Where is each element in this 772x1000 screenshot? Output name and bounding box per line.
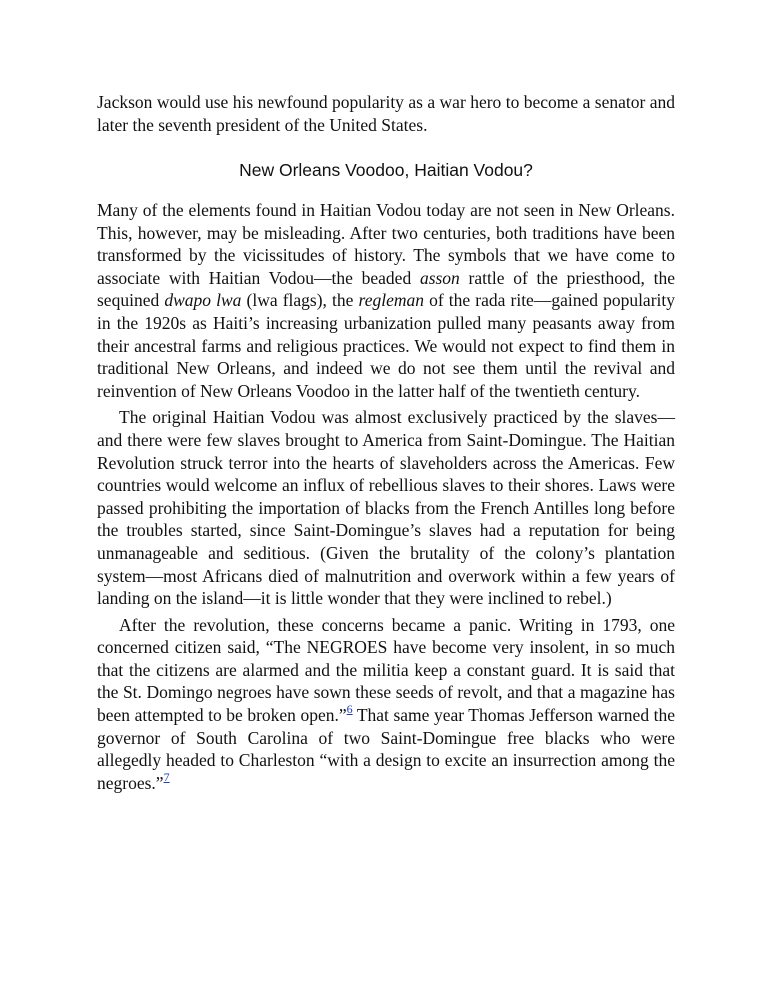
paragraph-1-text-a: Many of the elements found in Haitian Vodou today are not seen in New Orleans. This, however, may be misleading. After two centuries, both traditions have been transformed by the vicissitudes of history. The symbols that we have come to associate with Haitian Vodou—the beaded [97, 200, 675, 288]
paragraph-1 [97, 199, 675, 402]
paragraph-3-text-a: After the revolution, these concerns became a panic. Writing in 1793, one concerned citizen said, “The NEGROES have become very insolent, in so much that the citizens are alarmed and the militia keep a constant guard. It is said that the St. Domingo negroes have sown these seeds of revolt, and that a magazine has been attempted to be broken open.” [97, 614, 675, 726]
paragraph-1-text-d: of the rada rite—gained popularity in the 1920s as Haiti’s increasing urbanization pulled many peasants away from their ancestral farms and religious practices. We would not expect to find them in traditional New Orleans, and indeed we do not see them until the revival and reinvention of New Orleans Voodoo in the latter half of the twentieth century. [97, 290, 676, 401]
paragraph-1-text-b: rattle of the priesthood, the sequined [97, 267, 675, 311]
term-dwapo-lwa: dwapo lwa [164, 290, 242, 311]
paragraph-intro-text: Jackson would use his newfound popularity as a war hero to become a senator and later the seventh president of the United States. [97, 92, 675, 135]
term-regleman: regleman [358, 290, 424, 311]
footnote-link-7[interactable]: 7 [163, 769, 170, 784]
paragraph-1-text-c: (lwa flags), the [241, 290, 359, 311]
paragraph-intro [97, 91, 675, 136]
footnote-ref-7 [164, 770, 170, 784]
term-asson: asson [419, 267, 460, 288]
section-heading: New Orleans Voodoo, Haitian Vodou? [239, 160, 533, 180]
footnote-link-6[interactable]: 6 [346, 702, 353, 717]
paragraph-3 [97, 614, 675, 795]
section-body [97, 199, 675, 794]
paragraph-3-text-b: That same year Thomas Jefferson warned the governor of South Carolina of two Saint-Domingue free blacks who were allegedly headed to Charleston “with a design to excite an insurrection among the negroes.” [97, 705, 675, 793]
paragraph-2: The original Haitian Vodou was almost exclusively practiced by the slaves—and there were few slaves brought to America from Saint-Domingue. The Haitian Revolution struck terror into the hearts of slaveholders across the Americas. Few countries would welcome an influx of rebellious slaves to their shores. Laws were passed prohibiting the importation of blacks from the French Antilles long before the troubles started, since Saint-Domingue’s slaves had a reputation for being unmanageable and seditious. (Given the brutality of the colony’s plantation system—most Africans died of malnutrition and overwork within a few years of landing on the island—it is little wonder that they were inclined to rebel.) [97, 407, 675, 609]
